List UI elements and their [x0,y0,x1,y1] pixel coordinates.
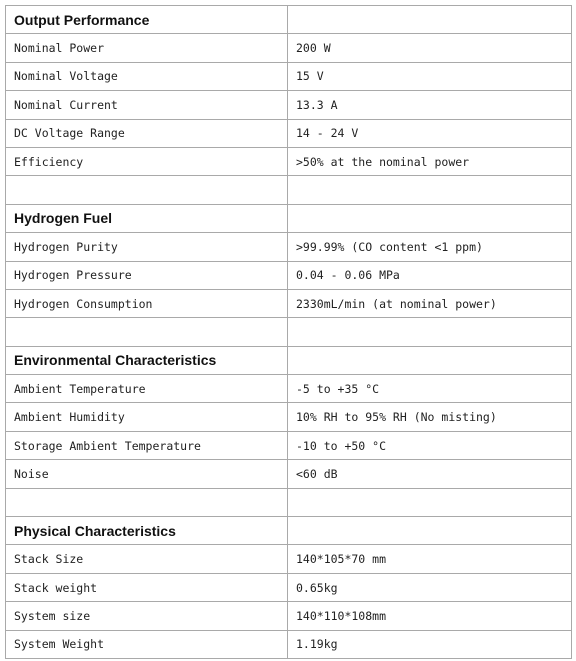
table-row [6,545,572,573]
spec-value: 140*110*108mm [288,602,572,630]
empty-cell [6,318,288,346]
table-row [6,119,572,147]
section-header-empty-cell [288,346,572,374]
empty-cell [6,176,288,204]
empty-cell [288,488,572,516]
spec-value: 1.19kg [288,630,572,658]
spec-label: Stack Size [6,545,288,573]
spec-label: Hydrogen Consumption [6,289,288,317]
spec-value: 200 W [288,34,572,62]
spacer-row [6,176,572,204]
spec-label: Hydrogen Purity [6,233,288,261]
spec-value: 140*105*70 mm [288,545,572,573]
spec-label: Ambient Temperature [6,375,288,403]
empty-cell [288,176,572,204]
spec-value: -5 to +35 °C [288,375,572,403]
spec-value: 10% RH to 95% RH (No misting) [288,403,572,431]
empty-cell [288,318,572,346]
spec-value: 13.3 A [288,91,572,119]
spec-label: Ambient Humidity [6,403,288,431]
table-row [6,573,572,601]
spec-label: Stack weight [6,573,288,601]
empty-cell [6,488,288,516]
spec-label: System size [6,602,288,630]
spec-value: >99.99% (CO content <1 ppm) [288,233,572,261]
spec-label: System Weight [6,630,288,658]
section-title: Environmental Characteristics [6,346,288,374]
spacer-row [6,488,572,516]
table-row [6,431,572,459]
section-header-empty-cell [288,204,572,232]
spec-value: -10 to +50 °C [288,431,572,459]
section-header-empty-cell [288,517,572,545]
spec-value: 14 - 24 V [288,119,572,147]
table-row [6,289,572,317]
spec-value: <60 dB [288,460,572,488]
spec-label: Nominal Current [6,91,288,119]
table-row [6,630,572,658]
spacer-row [6,318,572,346]
section-header-row [6,346,572,374]
table-row [6,375,572,403]
table-row [6,34,572,62]
spec-label: DC Voltage Range [6,119,288,147]
spec-label: Storage Ambient Temperature [6,431,288,459]
section-header-empty-cell [288,6,572,34]
spec-value: 0.04 - 0.06 MPa [288,261,572,289]
section-header-row [6,204,572,232]
spec-label: Nominal Power [6,34,288,62]
specifications-table [5,5,572,659]
section-header-row [6,517,572,545]
spec-value: >50% at the nominal power [288,147,572,175]
table-row [6,91,572,119]
spec-value: 0.65kg [288,573,572,601]
spec-label: Noise [6,460,288,488]
spec-label: Efficiency [6,147,288,175]
section-title: Physical Characteristics [6,517,288,545]
spec-label: Hydrogen Pressure [6,261,288,289]
table-row [6,147,572,175]
section-header-row [6,6,572,34]
table-row [6,261,572,289]
spec-label: Nominal Voltage [6,62,288,90]
table-row [6,62,572,90]
section-title: Output Performance [6,6,288,34]
section-title: Hydrogen Fuel [6,204,288,232]
table-row [6,460,572,488]
table-row [6,403,572,431]
table-row [6,602,572,630]
spec-value: 2330mL/min (at nominal power) [288,289,572,317]
spec-value: 15 V [288,62,572,90]
table-row [6,233,572,261]
